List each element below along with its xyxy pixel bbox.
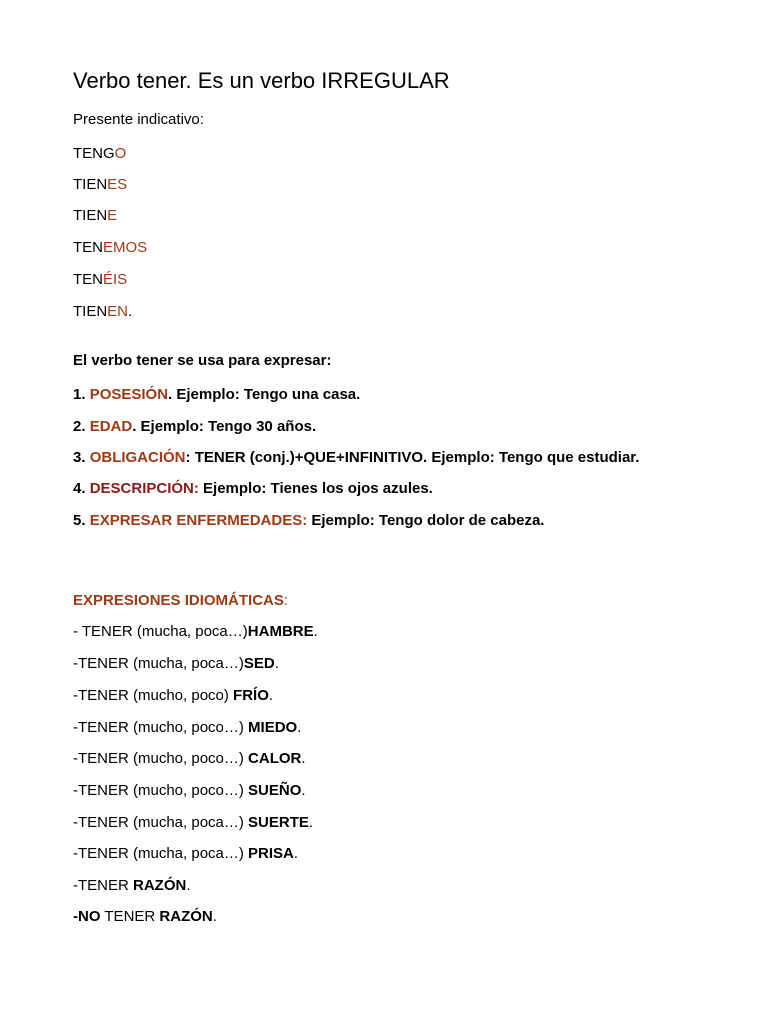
idiom-word: SUERTE	[248, 814, 309, 831]
idiom-tail: .	[212, 908, 217, 925]
use-number: 5.	[73, 512, 90, 529]
idiom-tail: .	[313, 623, 318, 640]
idiom-text: -TENER (mucha, poca…)	[73, 814, 249, 831]
conjugation-stem: TIEN	[73, 207, 108, 224]
conjugation-vosotros	[73, 271, 127, 289]
use-number: 4.	[73, 480, 90, 497]
idiom-word: RAZÓN	[159, 908, 213, 925]
conjugation-yo	[73, 145, 126, 163]
idiom-tail: .	[297, 719, 302, 736]
page-title: Verbo tener. Es un verbo IRREGULAR	[73, 68, 450, 93]
conjugation-ellos	[73, 303, 132, 321]
use-item-descripcion	[73, 480, 433, 498]
conjugation-ending: EN	[107, 303, 129, 320]
idiom-tail: .	[301, 750, 306, 767]
idiom-word: RAZÓN	[133, 877, 187, 894]
idiom-tail: .	[293, 845, 299, 862]
use-example: : TENER (conj.)+QUE+INFINITIVO. Ejemplo: Tengo que estudiar.	[185, 449, 640, 466]
conjugation-ending: EMOS	[103, 239, 148, 256]
idiom-item-frio	[73, 687, 273, 705]
idioms-heading-colon: :	[283, 592, 289, 609]
use-term: DESCRIPCIÓN:	[89, 480, 199, 497]
idiom-item-prisa	[73, 845, 298, 863]
conjugation-stem: TIEN	[73, 303, 108, 320]
idiom-item-suerte	[73, 814, 313, 832]
use-number: 1.	[73, 386, 90, 403]
idiom-text: -TENER (mucho, poco…)	[73, 750, 249, 767]
conjugation-el	[73, 207, 117, 225]
conjugation-ending: O	[114, 145, 127, 162]
idiom-word: PRISA	[248, 845, 294, 862]
conjugation-nosotros	[73, 239, 147, 257]
idiom-text: - TENER (mucha, poca…)	[73, 623, 248, 640]
idiom-word: MIEDO	[248, 719, 298, 736]
idiom-text: TENER	[100, 908, 160, 925]
idiom-tail: .	[186, 877, 191, 894]
conjugation-stem: TIEN	[73, 176, 108, 193]
conjugation-stem: TEN	[73, 239, 103, 256]
idiom-item-no-razon	[73, 908, 217, 926]
idiom-text: -TENER (mucho, poco)	[73, 687, 234, 704]
use-example: Ejemplo: Tienes los ojos azules.	[198, 480, 433, 497]
conjugation-ending: E	[107, 207, 118, 224]
idiom-tail: .	[268, 687, 274, 704]
idiom-item-sed	[73, 655, 279, 673]
use-example: . Ejemplo: Tengo 30 años.	[132, 418, 317, 435]
use-number: 3.	[73, 449, 90, 466]
idiom-tail: .	[274, 655, 279, 672]
idiom-prefix: -NO	[73, 908, 101, 925]
idiom-item-miedo	[73, 719, 301, 737]
idiom-word: CALOR	[248, 750, 302, 767]
idiom-word: SED	[243, 655, 275, 672]
use-number: 2.	[73, 418, 90, 435]
idiom-text: -TENER (mucha, poca…)	[73, 845, 249, 862]
uses-intro: El verbo tener se usa para expresar:	[73, 352, 332, 369]
idiom-text: -TENER (mucho, poco…)	[73, 782, 249, 799]
conjugation-ending: ÉIS	[103, 271, 128, 288]
use-item-edad	[73, 418, 316, 436]
idiom-word: HAMBRE	[247, 623, 314, 640]
conjugation-stem: TENG	[73, 145, 115, 162]
conjugation-stem: TEN	[73, 271, 103, 288]
idiom-text: -TENER	[73, 877, 133, 894]
use-item-enfermedades	[73, 512, 544, 530]
use-term: EXPRESAR ENFERMEDADES:	[89, 512, 308, 529]
present-indicative-label: Presente indicativo:	[73, 111, 204, 128]
use-term: OBLIGACIÓN	[89, 449, 186, 466]
idiom-tail: .	[301, 782, 306, 799]
idioms-heading	[73, 592, 288, 610]
use-example: . Ejemplo: Tengo una casa.	[168, 386, 361, 403]
idiom-tail: .	[308, 814, 314, 831]
idiom-word: SUEÑO	[248, 782, 302, 799]
idiom-word: FRÍO	[233, 687, 269, 704]
idiom-item-hambre	[73, 623, 318, 641]
use-term: POSESIÓN	[89, 386, 169, 403]
conjugation-ending: ES	[107, 176, 128, 193]
idiom-text: -TENER (mucha, poca…)	[73, 655, 244, 672]
idiom-item-calor	[73, 750, 306, 768]
idioms-heading-text: EXPRESIONES IDIOMÁTICAS	[73, 592, 284, 609]
conjugation-tail: .	[128, 303, 133, 320]
idiom-item-sueno	[73, 782, 306, 800]
idiom-item-razon	[73, 877, 191, 895]
conjugation-tu	[73, 176, 127, 194]
idiom-text: -TENER (mucho, poco…)	[73, 719, 249, 736]
use-item-obligacion	[73, 449, 639, 467]
use-example: Ejemplo: Tengo dolor de cabeza.	[307, 512, 545, 529]
use-item-posesion	[73, 386, 360, 404]
use-term: EDAD	[89, 418, 133, 435]
